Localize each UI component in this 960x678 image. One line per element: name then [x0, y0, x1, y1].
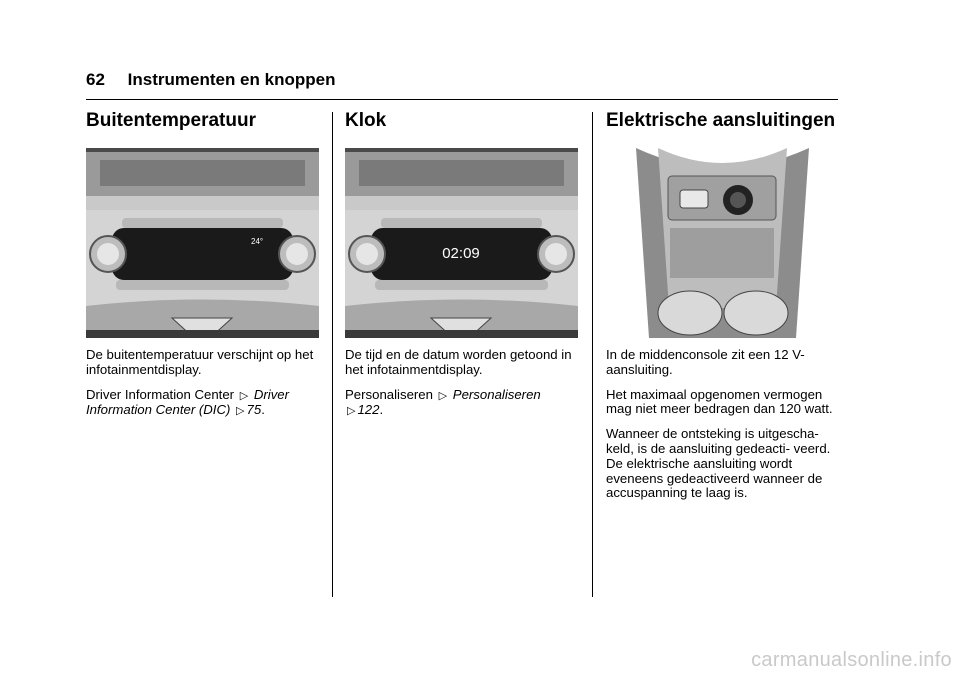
heading-power-outlets: Elektrische aansluitingen [606, 110, 836, 131]
column-power-outlets [606, 108, 840, 511]
reference-arrow-icon: ▷ [347, 405, 356, 418]
reference-page[interactable]: 122 [357, 402, 380, 418]
power-socket-icon [680, 190, 708, 208]
column-divider [332, 112, 333, 597]
page-header [86, 70, 335, 90]
heading-clock: Klok [345, 110, 387, 131]
reference-page[interactable]: 75 [246, 402, 262, 418]
heading-outside-temperature: Buitentemperatuur [86, 110, 256, 131]
reference-link[interactable]: Personaliseren [452, 386, 541, 402]
watermark: carmanualsonline.info [751, 649, 952, 671]
outside-temp-readout: 24° [251, 237, 264, 246]
infotainment-display-illustration [86, 148, 319, 338]
paragraph: De buitentemperatuur verschijnt op het infotainmentdisplay. [86, 347, 314, 377]
cross-reference: Driver Information Center ▷ Driver Information Center (DIC) ▷ 75. [86, 386, 290, 418]
clock-readout: 02:09 [442, 245, 480, 262]
paragraph: Wanneer de ontsteking is uitgescha- keld, is de aansluiting gedeacti- veerd. De elektrische aansluiting wordt eveneens gedeactiveerd wanneer de accuspanning te laag is. [606, 426, 831, 501]
reference-arrow-icon: ▷ [239, 389, 249, 402]
column-clock [345, 108, 579, 429]
page-number: 62 [86, 70, 105, 89]
paragraph: Het maximaal opgenomen vermogen mag niet meer bedragen dan 120 watt. [606, 386, 833, 417]
reference-arrow-icon: ▷ [438, 389, 448, 402]
paragraph: In de middenconsole zit een 12 V-aansluiting. [606, 347, 805, 377]
header-rule [86, 99, 838, 100]
column-divider [592, 112, 593, 597]
section-title: Instrumenten en knoppen [127, 70, 336, 89]
clock-display-illustration [345, 148, 578, 338]
paragraph: De tijd en de datum worden getoond in het infotainmentdisplay. [345, 347, 572, 377]
reference-arrow-icon: ▷ [236, 405, 245, 418]
column-outside-temperature [86, 108, 320, 429]
cross-reference: Personaliseren ▷ Personaliseren ▷ 122. [345, 386, 541, 418]
center-console-illustration [606, 148, 839, 338]
reference-link[interactable]: Driver Information Center (DIC) [86, 386, 290, 418]
